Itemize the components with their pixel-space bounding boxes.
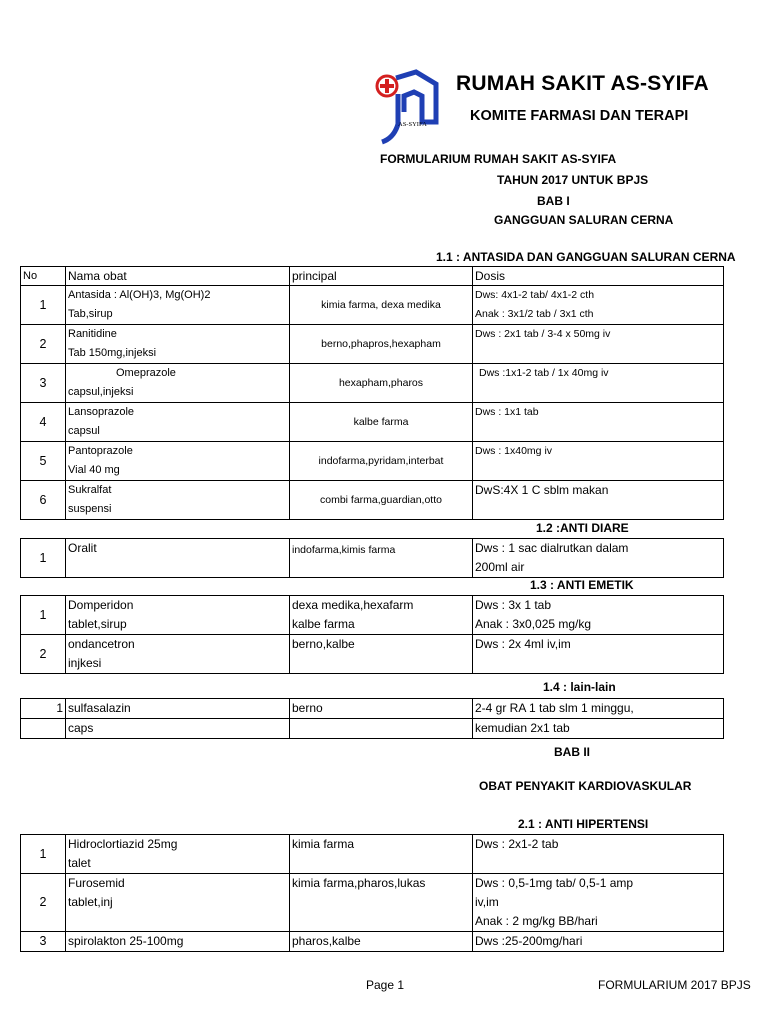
row-no: 3: [21, 364, 66, 403]
drug-name-line: Oralit: [68, 541, 97, 555]
drug-name-line: Antasida : Al(OH)3, Mg(OH)2: [68, 289, 211, 301]
dose-line: Dws : 2x1-2 tab: [475, 837, 559, 851]
drug-name: [66, 325, 290, 364]
col-no: No: [21, 267, 66, 286]
table-anti-hipertensi: [20, 834, 724, 952]
row-no: [21, 719, 66, 739]
drug-form-line: Tab,sirup: [68, 308, 113, 320]
principal: berno: [290, 699, 473, 719]
principal: kalbe farma: [290, 403, 473, 442]
table-row: [21, 635, 724, 674]
drug-name: [66, 874, 290, 932]
dose: [473, 835, 724, 874]
principal: combi farma,guardian,otto: [290, 481, 473, 520]
drug-name-line: ondancetron: [68, 637, 135, 651]
row-no: 1: [21, 699, 66, 719]
row-no: 2: [21, 635, 66, 674]
drug-name-line: Omeprazole: [116, 367, 176, 379]
table-antasida: [20, 266, 724, 520]
drug-name: [66, 596, 290, 635]
dose-line: [475, 344, 721, 363]
doc-title-1: FORMULARIUM RUMAH SAKIT AS-SYIFA: [380, 152, 617, 166]
col-name: Nama obat: [66, 267, 290, 286]
principal-line: dexa medika,hexafarm: [292, 598, 414, 612]
footer-title: FORMULARIUM 2017 BPJS: [598, 978, 751, 992]
dose: [473, 286, 724, 325]
drug-name: [66, 635, 290, 674]
row-no: 2: [21, 325, 66, 364]
principal-line: kalbe farma: [292, 617, 355, 631]
dose-line: iv,im: [475, 895, 499, 909]
dose: [473, 364, 724, 403]
dose: 2-4 gr RA 1 tab slm 1 minggu,: [473, 699, 724, 719]
dose: [473, 325, 724, 364]
dose: [473, 596, 724, 635]
hospital-logo: [374, 68, 448, 148]
drug-name: [66, 835, 290, 874]
table-anti-emetik: [20, 595, 724, 674]
dose-line: Dws : 0,5-1mg tab/ 0,5-1 amp: [475, 876, 634, 890]
dose-line: Dws : 1x1 tab: [475, 406, 539, 418]
dose-line: Anak : 3x0,025 mg/kg: [475, 617, 592, 631]
drug-name: [66, 932, 290, 952]
drug-name: sulfasalazin: [66, 699, 290, 719]
table-row: [21, 364, 724, 403]
drug-form-line: Vial 40 mg: [68, 464, 120, 476]
drug-name-line: Sukralfat: [68, 484, 112, 496]
table-row: [21, 699, 724, 719]
section-1-2: 1.2 :ANTI DIARE: [536, 521, 629, 535]
section-1-3: 1.3 : ANTI EMETIK: [530, 578, 634, 592]
table-row: [21, 325, 724, 364]
doc-title-2: TAHUN 2017 UNTUK BPJS: [497, 173, 649, 187]
drug-form-line: capsul,injeksi: [68, 386, 134, 398]
logo-caption: AS-SYIFA: [398, 121, 427, 128]
section-1-4: 1.4 : lain-lain: [543, 680, 616, 694]
principal: [290, 719, 473, 739]
dose-line: Dws : 2x1 tab / 3-4 x 50mg iv: [475, 328, 611, 340]
dose-line: Dws : 2x 4ml iv,im: [475, 637, 571, 651]
drug-form-line: capsul: [68, 425, 100, 437]
dose-line: Dws :25-200mg/hari: [475, 934, 583, 948]
drug-name-line: Domperidon: [68, 598, 134, 612]
dose-line: Anak : 2 mg/kg BB/hari: [475, 914, 598, 928]
dose-line: Dws : 3x 1 tab: [475, 598, 552, 612]
principal: kimia farma,pharos,lukas: [290, 874, 473, 932]
dose-line: Dws :1x1-2 tab / 1x 40mg iv: [479, 367, 609, 379]
principal: [290, 635, 473, 674]
drug-form-line: tablet,sirup: [68, 617, 127, 631]
table-anti-diare: [20, 538, 724, 578]
dose-line: 200ml air: [475, 560, 525, 574]
bab-2-heading: BAB II: [554, 745, 590, 759]
drug-name: [66, 442, 290, 481]
principal: pharos,kalbe: [290, 932, 473, 952]
row-no: 1: [21, 835, 66, 874]
table-row: [21, 596, 724, 635]
section-2-1: 2.1 : ANTI HIPERTENSI: [518, 817, 649, 831]
row-no: 1: [21, 539, 66, 578]
table-row: [21, 539, 724, 578]
table-row: [21, 442, 724, 481]
table-row: [21, 932, 724, 952]
dose: kemudian 2x1 tab: [473, 719, 724, 739]
table-row: [21, 286, 724, 325]
dose: [473, 539, 724, 578]
drug-form-line: Tab 150mg,injeksi: [68, 347, 157, 359]
dose: [473, 874, 724, 932]
dose-line: Dws: 4x1-2 tab/ 4x1-2 cth: [475, 289, 595, 301]
drug-name-line: Hidroclortiazid 25mg: [68, 837, 178, 851]
dose: [473, 635, 724, 674]
drug-form-line: injkesi: [68, 656, 102, 670]
principal: kimia farma: [290, 835, 473, 874]
row-no: 5: [21, 442, 66, 481]
dose-line: Dws : 1 sac dialrutkan dalam: [475, 541, 629, 555]
section-1-1: 1.1 : ANTASIDA DAN GANGGUAN SALURAN CERNA: [436, 250, 736, 264]
dose: [473, 481, 724, 520]
principal: kimia farma, dexa medika: [290, 286, 473, 325]
drug-form-line: talet: [68, 856, 91, 870]
table-lain-lain: [20, 698, 724, 739]
table-row: [21, 835, 724, 874]
doc-title-3: BAB I: [537, 194, 570, 208]
committee-name: KOMITE FARMASI DAN TERAPI: [470, 108, 689, 124]
bab-2-title: OBAT PENYAKIT KARDIOVASKULAR: [479, 779, 692, 793]
drug-name: [66, 364, 290, 403]
drug-name: [66, 481, 290, 520]
page-number: Page 1: [366, 978, 405, 992]
dose-line: Anak : 3x1/2 tab / 3x1 cth: [475, 308, 594, 320]
drug-name: caps: [66, 719, 290, 739]
principal: indofarma,pyridam,interbat: [290, 442, 473, 481]
row-no: 3: [21, 932, 66, 952]
row-no: 1: [21, 596, 66, 635]
dose: [473, 932, 724, 952]
drug-name: [66, 286, 290, 325]
table-row: [21, 874, 724, 932]
table-row: [21, 481, 724, 520]
drug-name: [66, 403, 290, 442]
drug-name-line: Ranitidine: [68, 328, 117, 340]
dose: [473, 403, 724, 442]
drug-name-line: Furosemid: [68, 876, 125, 890]
drug-name-line: Pantoprazole: [68, 445, 133, 457]
dose-line: DwS:4X 1 C sblm makan: [475, 483, 609, 497]
row-no: 6: [21, 481, 66, 520]
principal-line: berno,kalbe: [292, 637, 355, 651]
drug-name-line: Lansoprazole: [68, 406, 135, 418]
drug-name: [66, 539, 290, 578]
drug-form-line: tablet,inj: [68, 895, 113, 909]
dose: [473, 442, 724, 481]
table-row: [21, 403, 724, 442]
col-dose: Dosis: [473, 267, 724, 286]
drug-name-line: spirolakton 25-100mg: [68, 934, 184, 948]
row-no: 1: [21, 286, 66, 325]
principal: indofarma,kimis farma: [290, 539, 473, 578]
doc-title-4: GANGGUAN SALURAN CERNA: [494, 213, 674, 227]
drug-form-line: [68, 558, 287, 577]
principal: hexapham,pharos: [290, 364, 473, 403]
row-no: 2: [21, 874, 66, 932]
hospital-name: RUMAH SAKIT AS-SYIFA: [456, 72, 709, 95]
dose-line: Dws : 1x40mg iv: [475, 445, 553, 457]
row-no: 4: [21, 403, 66, 442]
col-principal: principal: [290, 267, 473, 286]
drug-form-line: suspensi: [68, 503, 112, 515]
principal: berno,phapros,hexapham: [290, 325, 473, 364]
principal: [290, 596, 473, 635]
table-header-row: [21, 267, 724, 286]
table-row: [21, 719, 724, 739]
